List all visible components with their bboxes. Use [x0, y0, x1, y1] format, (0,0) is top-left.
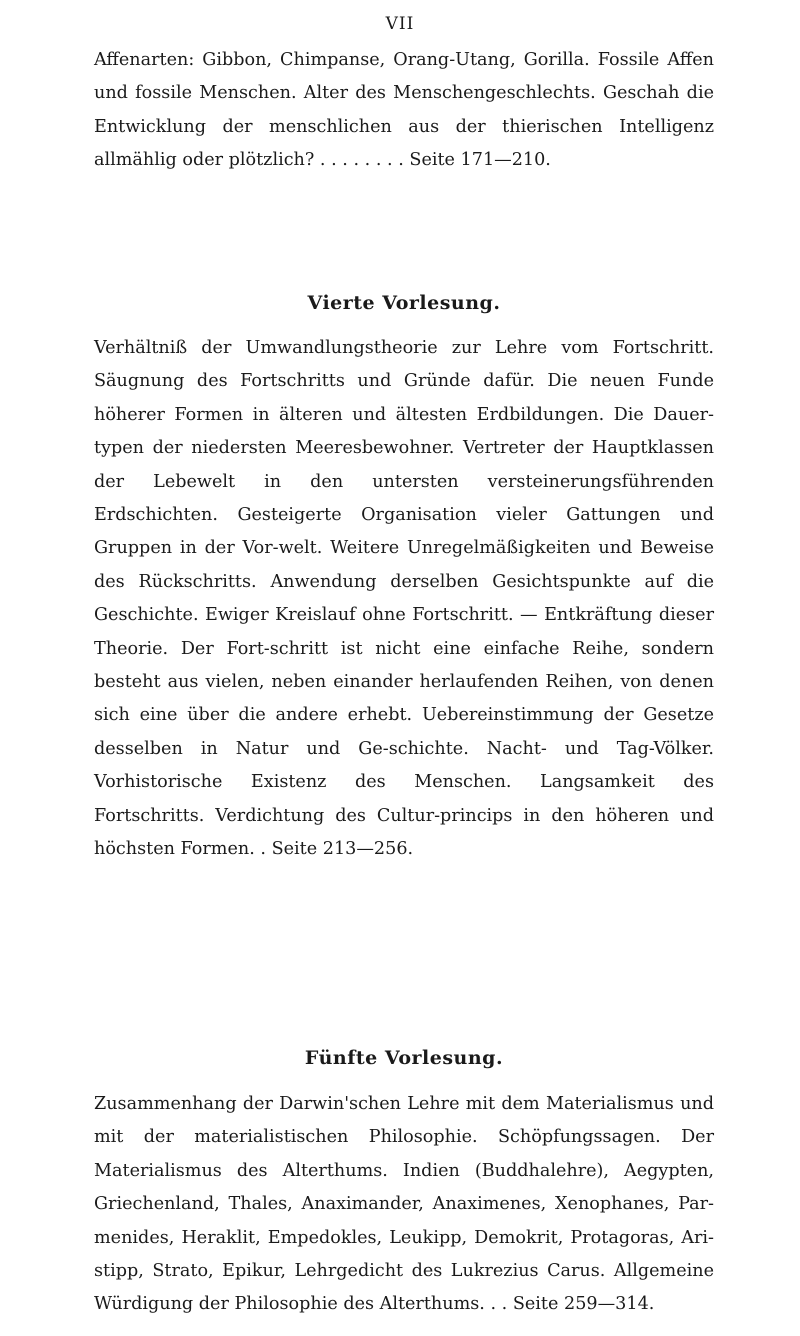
section-3-body [94, 1088, 714, 1322]
section-3-text: Zusammenhang der Darwin'schen Lehre mit dem Materialismus und mit der materialistischen Philosophie. Schöpfungssagen. Der Materialismus des Alterthums. Indien (Buddhalehre), Aegypten, Griechenland, Thales, Anaximander, Anaximenes, Xenophanes, Par-menides, Heraklit, Empedokles, Leukipp, Demokrit, Protagoras, Ari-stipp, Strato, Epikur, Lehrgedicht des Lukrezius Carus. Allgemeine Würdigung der Philosophie des Alterthums. . . Seite 259—314. [94, 1094, 714, 1315]
section-2-text: Verhältniß der Umwandlungstheorie zur Lehre vom Fortschritt. Säugnung des Fortschritts und Gründe dafür. Die neuen Funde höherer Formen in älteren und ältesten Erdbildungen. Die Dauer-typen der niedersten Meeresbewohner. Vertreter der Hauptklassen der Lebewelt in den untersten versteinerungsführenden Erdschichten. Gesteigerte Organisation vieler Gattungen und Gruppen in der Vor-welt. Weitere Unregelmäßigkeiten und Beweise des Rückschritts. Anwendung derselben Gesichtspunkte auf die Geschichte. Ewiger Kreislauf ohne Fortschritt. — Entkräftung dieser Theorie. Der Fort-schritt ist nicht eine einfache Reihe, sondern besteht aus vielen, neben einander herlaufenden Reihen, von denen sich eine über die andere erhebt. Uebereinstimmung der Gesetze desselben in Natur und Ge-schichte. Nacht- und Tag-Völker. Vorhistorische Existenz des Menschen. Langsamkeit des Fortschritts. Verdichtung des Cultur-princips in den höheren und höchsten Formen. . Seite 213—256. [94, 338, 714, 860]
section-3-heading: Fünfte Vorlesung. [304, 1047, 504, 1069]
section-1-text: Affenarten: Gibbon, Chimpanse, Orang-Utang, Gorilla. Fossile Affen und fossile Menschen. Alter des Menschengeschlechts. Geschah die Entwicklung der menschlichen aus der thierischen Intelligenz allmählig oder plötzlich? . . . . . . . . Seite 171—210. [94, 50, 714, 171]
section-2 [94, 292, 714, 314]
section-1 [94, 44, 714, 178]
section-3 [94, 1047, 714, 1069]
section-2-body [94, 332, 714, 867]
page-number: VII [385, 14, 415, 34]
section-2-heading: Vierte Vorlesung. [307, 292, 501, 314]
